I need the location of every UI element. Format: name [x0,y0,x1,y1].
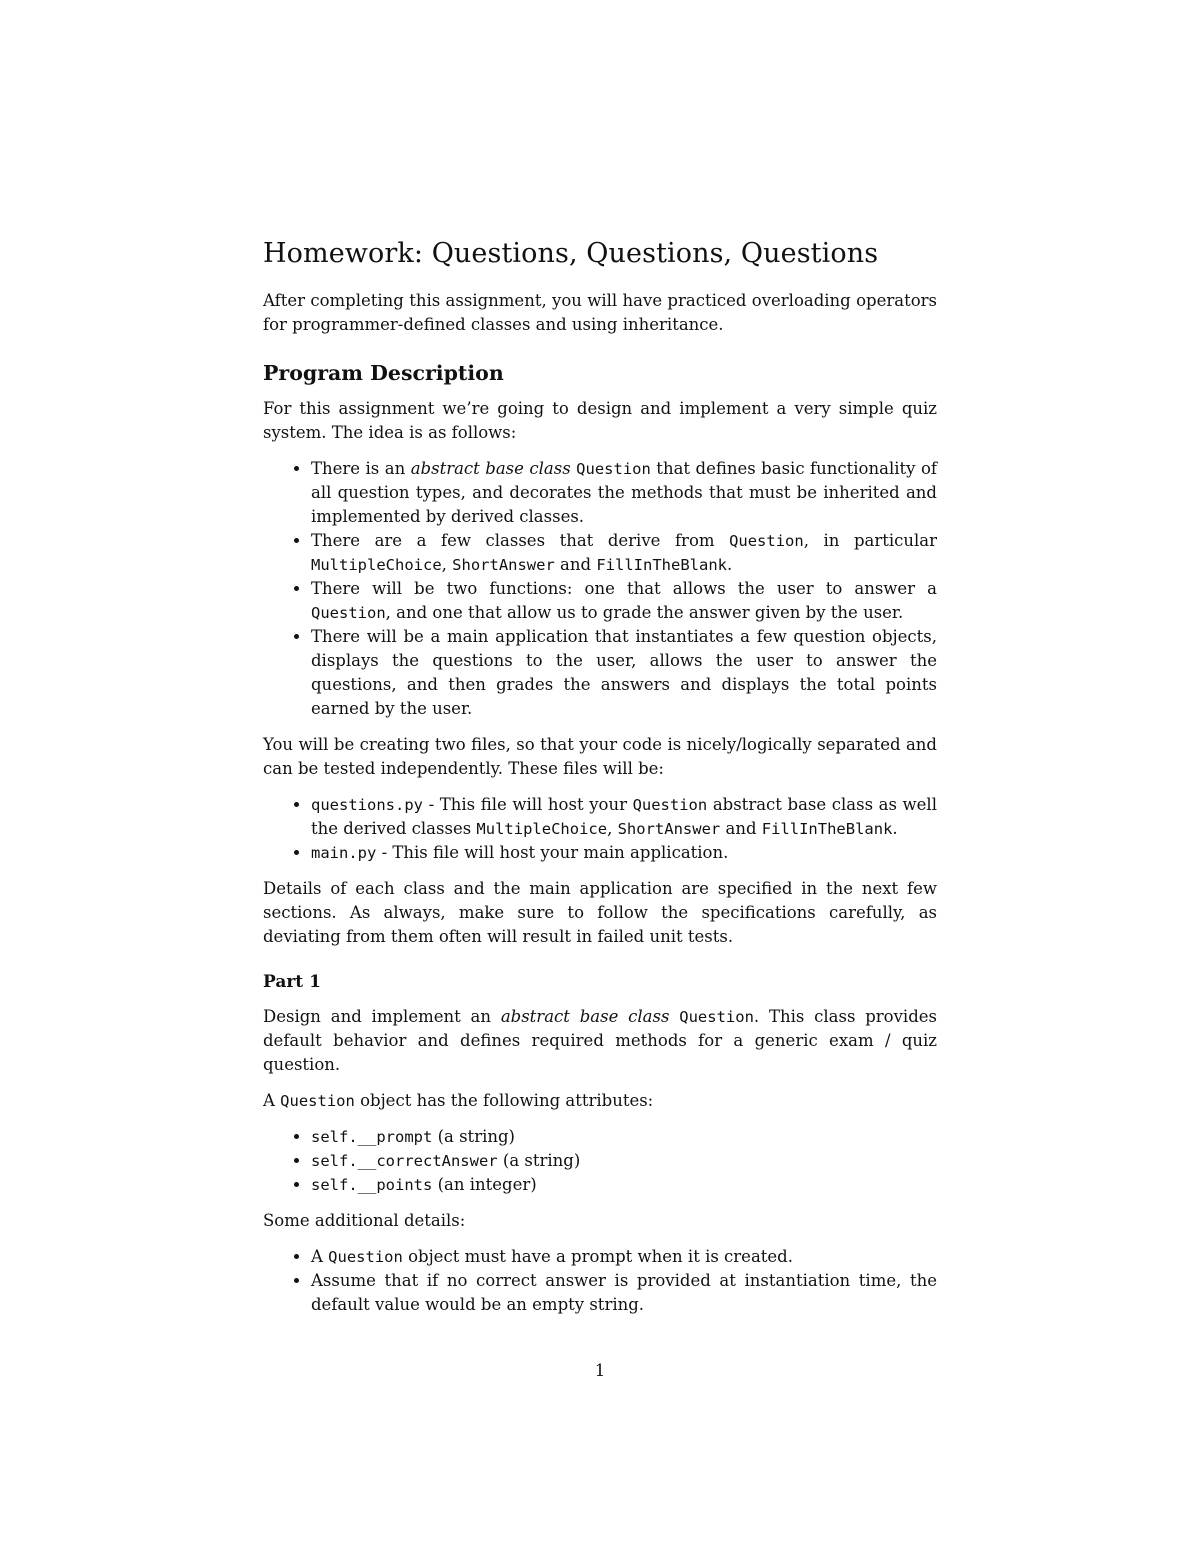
bullet-two-functions: • There will be two functions: one that allows the user to answer a Question, and one that allow us to grade the answer given by the user. [311,577,937,625]
code-correct-answer-attribute: self.__correctAnswer [311,1152,498,1170]
code-points-attribute: self.__points [311,1176,433,1194]
intro-paragraph: After completing this assignment, you will have practiced overloading operators for programmer-defined classes and using inheritance. [263,291,937,334]
code-short-answer: ShortAnswer [452,556,555,574]
files-bullet-list [263,793,937,865]
details-paragraph: Details of each class and the main application are specified in the next few sections. As always, make sure to follow the specifications carefully, as deviating from them often will result in failed unit tests. [263,879,937,946]
code-multiple-choice: MultipleChoice [311,556,442,574]
code-question: Question [632,796,708,814]
program-description-paragraph: For this assignment we’re going to design and implement a very simple quiz system. The idea is as follows: [263,399,937,442]
document-page [263,236,937,1329]
code-main-py: main.py [311,844,377,862]
detail-item: • A Question object must have a prompt when it is created. [311,1245,937,1269]
attribute-item: • self.__prompt (a string) [311,1125,937,1149]
code-question: Question [679,1008,754,1026]
emphasis-abstract-base-class: abstract base class [500,1007,670,1026]
additional-details-paragraph: Some additional details: [263,1211,466,1230]
bullet-derived-classes: • There are a few classes that derive from Question, in particular MultipleChoice, ShortAnswer and FillInTheBlank. [311,529,937,577]
emphasis-abstract-base-class: abstract base class [410,459,571,478]
code-question: Question [328,1248,403,1266]
code-question: Question [280,1092,355,1110]
code-question: Question [729,532,804,550]
code-question: Question [311,604,386,622]
code-question: Question [576,460,651,478]
bullet-questions-file: • questions.py - This file will host your Question abstract base class as well the derived classes MultipleChoice, ShortAnswer and FillInTheBlank. [311,793,937,841]
part1-intro-paragraph: Design and implement an abstract base class Question. This class provides default behavior and defines required methods for a generic exam / quiz question. [263,1007,937,1074]
code-short-answer: ShortAnswer [617,820,721,838]
detail-item: • Assume that if no correct answer is provided at instantiation time, the default value would be an empty string. [311,1269,937,1317]
attributes-intro-paragraph: A Question object has the following attributes: [263,1091,654,1110]
code-fill-in-the-blank: FillInTheBlank [761,820,893,838]
additional-details-list [263,1245,937,1317]
attribute-item: • self.__points (an integer) [311,1173,937,1197]
bullet-main-file: • main.py - This file will host your main application. [311,841,937,865]
document-title: Homework: Questions, Questions, Questions [263,238,879,269]
bullet-main-application: • There will be a main application that instantiates a few question objects, displays the questions to the user, allows the user to answer the questions, and then grades the answers and displays the total points earned by the user. [311,625,937,721]
program-description-heading: Program Description [263,361,504,385]
attributes-list [263,1125,937,1197]
design-bullet-list [263,457,937,721]
code-multiple-choice: MultipleChoice [476,820,608,838]
code-fill-in-the-blank: FillInTheBlank [596,556,727,574]
bullet-abstract-base-class: • There is an abstract base class Question that defines basic functionality of all question types, and decorates the methods that must be inherited and implemented by derived classes. [311,457,937,529]
part1-heading: Part 1 [263,972,321,992]
code-prompt-attribute: self.__prompt [311,1128,433,1146]
files-paragraph: You will be creating two files, so that your code is nicely/logically separated and can be tested independently. These files will be: [263,735,937,778]
attribute-item: • self.__correctAnswer (a string) [311,1149,937,1173]
page-number: 1 [594,1361,606,1380]
code-questions-py: questions.py [311,796,423,814]
